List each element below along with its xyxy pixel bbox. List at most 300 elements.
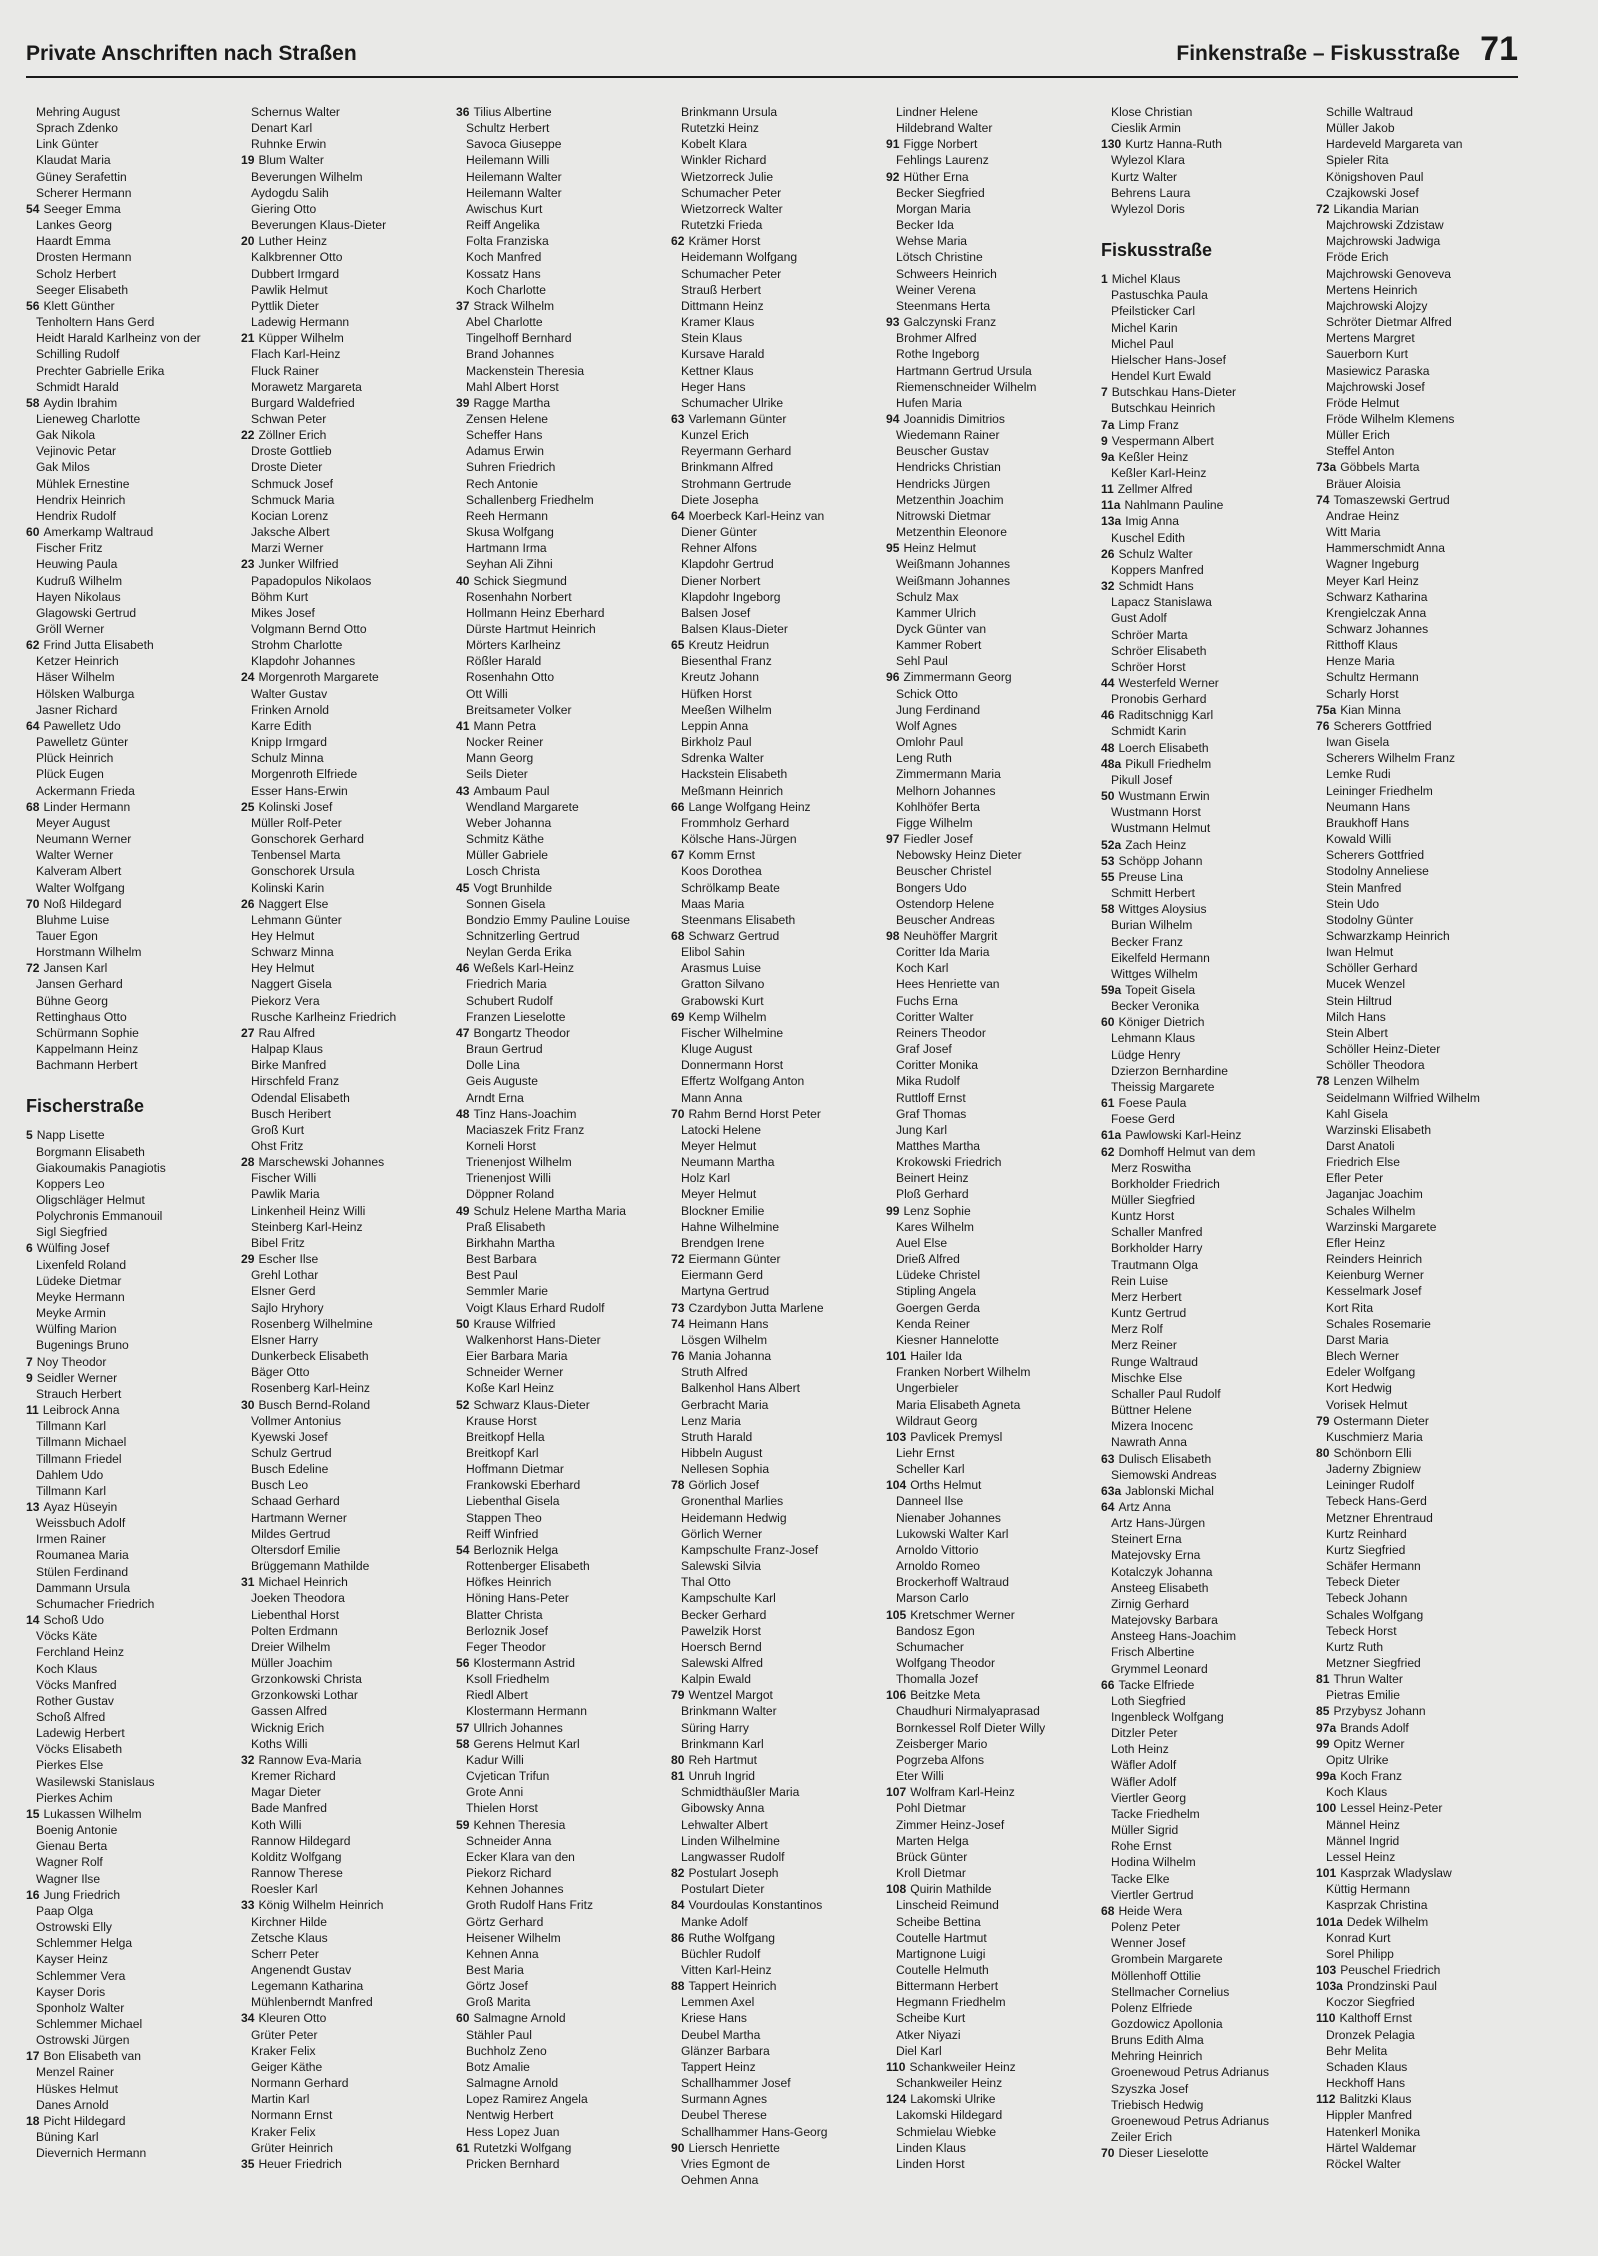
resident-name: Schaller Paul Rudolf <box>1111 1386 1221 1401</box>
house-number: 50 <box>456 1316 470 1331</box>
directory-entry <box>241 330 456 346</box>
directory-entry <box>671 395 886 411</box>
resident-name: Königshoven Paul <box>1326 169 1424 184</box>
directory-entry <box>1316 1526 1531 1542</box>
resident-name: Riemenschneider Wilhelm <box>896 379 1037 394</box>
resident-name: Tenbensel Marta <box>251 848 341 863</box>
directory-entry <box>26 766 241 782</box>
directory-entry <box>1101 1806 1316 1822</box>
directory-entry <box>26 330 241 346</box>
directory-entry <box>886 669 1101 685</box>
directory-entry <box>1101 1483 1316 1499</box>
resident-name: Flach Karl-Heinz <box>251 347 341 362</box>
directory-entry <box>1316 1994 1531 2010</box>
resident-name: Liebenthal Gisela <box>466 1494 560 1509</box>
directory-entry <box>241 233 456 249</box>
resident-name: Ostrowski Elly <box>36 1920 112 1935</box>
resident-name: Wagner Ilse <box>36 1871 101 1886</box>
directory-entry <box>671 1768 886 1784</box>
resident-name: Reiff Winfried <box>466 1526 539 1541</box>
resident-name: Pohl Dietmar <box>896 1801 966 1816</box>
directory-entry <box>456 282 671 298</box>
resident-name: Lessel Heinz-Peter <box>1340 1801 1443 1816</box>
resident-name: Iwan Helmut <box>1326 945 1394 960</box>
house-number: 32 <box>241 1752 255 1767</box>
resident-name: Steffel Anton <box>1326 444 1395 459</box>
resident-name: Jung Friedrich <box>43 1887 121 1902</box>
resident-name: Kölsche Hans-Jürgen <box>681 832 797 847</box>
directory-entry <box>886 605 1101 621</box>
resident-name: Borgmann Elisabeth <box>36 1144 145 1159</box>
directory-entry <box>26 1725 241 1741</box>
resident-name: Kammer Ulrich <box>896 605 976 620</box>
directory-entry <box>1101 546 1316 562</box>
resident-name: Müller Erich <box>1326 428 1390 443</box>
directory-entry <box>1101 449 1316 465</box>
directory-entry <box>26 1499 241 1515</box>
resident-name: Schröer Marta <box>1111 627 1188 642</box>
resident-name: Majchrowski Jadwiga <box>1326 234 1441 249</box>
directory-entry <box>26 1903 241 1919</box>
directory-entry <box>26 1838 241 1854</box>
directory-entry <box>456 1009 671 1025</box>
resident-name: Ragge Martha <box>473 395 551 410</box>
house-number: 97 <box>886 832 900 847</box>
directory-entry <box>1101 433 1316 449</box>
directory-entry <box>671 476 886 492</box>
resident-name: Graf Thomas <box>896 1106 967 1121</box>
directory-entry <box>671 508 886 524</box>
directory-entry <box>241 1041 456 1057</box>
directory-entry <box>886 880 1101 896</box>
directory-entry <box>1316 1186 1531 1202</box>
house-number: 91 <box>886 137 900 152</box>
directory-entry <box>456 976 671 992</box>
resident-name: Pogrzeba Alfons <box>896 1752 985 1767</box>
resident-name: Zirnig Gerhard <box>1111 1596 1189 1611</box>
directory-entry <box>456 831 671 847</box>
resident-name: Drieß Alfred <box>896 1252 960 1267</box>
directory-entry <box>1101 1968 1316 1984</box>
resident-name: Bachmann Herbert <box>36 1058 138 1073</box>
resident-name: Neumann Hans <box>1326 799 1411 814</box>
resident-name: Beitzke Meta <box>910 1688 981 1703</box>
resident-name: Wenner Josef <box>1111 1936 1186 1951</box>
directory-entry <box>1101 1257 1316 1273</box>
resident-name: Brinkmann Walter <box>681 1704 777 1719</box>
resident-name: Giakoumakis Panagiotis <box>36 1160 166 1175</box>
directory-entry <box>1101 1127 1316 1143</box>
directory-entry <box>456 669 671 685</box>
directory-entry <box>26 976 241 992</box>
directory-entry <box>886 556 1101 572</box>
directory-entry <box>1101 869 1316 885</box>
directory-entry <box>886 1607 1101 1623</box>
directory-entry <box>886 1558 1101 1574</box>
resident-name: Kammer Robert <box>896 638 982 653</box>
directory-entry <box>26 1774 241 1790</box>
resident-name: Glänzer Barbara <box>681 2043 770 2058</box>
directory-entry <box>1316 476 1531 492</box>
directory-entry <box>26 847 241 863</box>
resident-name: Küpper Wilhelm <box>258 331 344 346</box>
directory-entry <box>26 1386 241 1402</box>
resident-name: Wittges Wilhelm <box>1111 966 1198 981</box>
house-number: 80 <box>671 1752 685 1767</box>
resident-name: Strack Wilhelm <box>473 298 555 313</box>
resident-name: Ungerbieler <box>896 1381 959 1396</box>
directory-entry <box>1101 1273 1316 1289</box>
directory-entry <box>456 1655 671 1671</box>
resident-name: Atker Niyazi <box>896 2027 961 2042</box>
directory-entry <box>886 1267 1101 1283</box>
resident-name: Dürste Hartmut Heinrich <box>466 622 596 636</box>
resident-name: Hollmann Heinz Eberhard <box>466 605 605 620</box>
resident-name: Kyewski Josef <box>251 1429 328 1444</box>
directory-entry <box>456 2107 671 2123</box>
directory-entry <box>671 976 886 992</box>
resident-name: Kares Wilhelm <box>896 1219 974 1234</box>
directory-entry <box>671 928 886 944</box>
directory-entry <box>241 1687 456 1703</box>
directory-entry <box>886 459 1101 475</box>
directory-entry <box>241 314 456 330</box>
resident-name: Groth Rudolf Hans Fritz <box>466 1898 594 1913</box>
directory-entry <box>241 395 456 411</box>
directory-entry <box>1316 1590 1531 1606</box>
resident-name: Weißmann Johannes <box>896 573 1011 588</box>
house-number: 60 <box>1101 1015 1115 1030</box>
directory-entry <box>241 2091 456 2107</box>
resident-name: Coutelle Helmuth <box>896 1962 989 1977</box>
directory-entry <box>1316 169 1531 185</box>
resident-name: Weber Johanna <box>466 815 552 830</box>
directory-entry <box>671 2156 886 2172</box>
directory-entry <box>241 2156 456 2172</box>
resident-name: Suhren Friedrich <box>466 460 556 475</box>
directory-columns <box>26 104 1536 2234</box>
resident-name: Häser Wilhelm <box>36 670 115 685</box>
resident-name: Görlich Josef <box>688 1478 760 1493</box>
directory-entry <box>671 637 886 653</box>
directory-entry <box>886 2091 1101 2107</box>
resident-name: Rutetzki Frieda <box>681 218 763 233</box>
resident-name: Kramer Klaus <box>681 315 755 330</box>
resident-name: Hirschfeld Franz <box>251 1074 340 1089</box>
directory-entry <box>241 152 456 168</box>
house-number: 11a <box>1101 498 1121 513</box>
resident-name: Naggert Else <box>258 896 329 911</box>
directory-entry <box>26 686 241 702</box>
resident-name: Kuschel Edith <box>1111 530 1185 545</box>
resident-name: Becker Gerhard <box>681 1607 767 1622</box>
resident-name: Kort Rita <box>1326 1300 1374 1315</box>
directory-entry <box>456 346 671 362</box>
resident-name: Darst Maria <box>1326 1332 1389 1347</box>
directory-entry <box>241 411 456 427</box>
resident-name: Wolfram Karl-Heinz <box>910 1785 1015 1800</box>
house-number: 13a <box>1101 514 1122 529</box>
directory-entry <box>886 217 1101 233</box>
directory-entry <box>26 2064 241 2080</box>
directory-entry <box>1101 152 1316 168</box>
resident-name: Wylezol Doris <box>1111 201 1185 216</box>
directory-entry <box>241 2124 456 2140</box>
resident-name: Postulart Joseph <box>688 1866 779 1881</box>
directory-entry <box>1316 233 1531 249</box>
directory-entry <box>241 734 456 750</box>
resident-name: Hayen Nikolaus <box>36 589 121 604</box>
resident-name: Mertens Heinrich <box>1326 282 1418 297</box>
resident-name: Becker Franz <box>1111 934 1183 949</box>
resident-name: Kunzel Erich <box>681 428 749 443</box>
directory-entry <box>241 1720 456 1736</box>
resident-name: Schultz Herbert <box>466 121 550 136</box>
resident-name: Lüdeke Dietmar <box>36 1273 122 1288</box>
directory-entry <box>1316 1671 1531 1687</box>
directory-entry <box>886 1736 1101 1752</box>
directory-entry <box>1316 1073 1531 1089</box>
resident-name: Dreier Wilhelm <box>251 1639 331 1654</box>
resident-name: Tillmann Karl <box>36 1419 107 1434</box>
directory-entry <box>886 2075 1101 2091</box>
resident-name: Gienau Berta <box>36 1839 108 1854</box>
directory-entry <box>886 1897 1101 1913</box>
resident-name: Büchler Rudolf <box>681 1946 761 1961</box>
house-number: 112 <box>1316 2092 1336 2107</box>
resident-name: Klostermann Hermann <box>466 1704 587 1719</box>
street-heading: Fischerstraße <box>26 1096 145 1117</box>
directory-entry <box>886 863 1101 879</box>
resident-name: Schulz Walter <box>1118 546 1193 561</box>
directory-entry <box>26 1467 241 1483</box>
resident-name: Behr Melita <box>1326 2043 1388 2058</box>
resident-name: Polenz Peter <box>1111 1920 1181 1935</box>
directory-entry <box>456 330 671 346</box>
resident-name: Rannow Hildegard <box>251 1833 351 1848</box>
resident-name: Liersch Henriette <box>688 2140 780 2155</box>
directory-entry <box>241 1477 456 1493</box>
directory-entry <box>671 1332 886 1348</box>
resident-name: Schulz Max <box>896 589 959 604</box>
resident-name: Matejovsky Erna <box>1111 1548 1201 1563</box>
directory-entry <box>1101 1144 1316 1160</box>
resident-name: Stein Albert <box>1326 1025 1388 1040</box>
resident-name: Best Paul <box>466 1268 518 1283</box>
resident-name: Hees Henriette van <box>896 977 1000 992</box>
directory-entry <box>1101 820 1316 836</box>
directory-entry <box>241 1461 456 1477</box>
resident-name: Tebeck Horst <box>1326 1623 1397 1638</box>
resident-name: Groenewoud Petrus Adrianus <box>1111 2065 1269 2080</box>
resident-name: Grote Anni <box>466 1785 524 1800</box>
directory-entry <box>671 1413 886 1429</box>
resident-name: Diener Norbert <box>681 573 761 588</box>
directory-entry <box>26 573 241 589</box>
page-number: 71 <box>1480 30 1518 68</box>
resident-name: Gak Milos <box>36 460 90 475</box>
house-number: 58 <box>1101 902 1115 917</box>
resident-name: Kraker Felix <box>251 2124 316 2139</box>
resident-name: Hoersch Bernd <box>681 1639 762 1654</box>
resident-name: Sauerborn Kurt <box>1326 347 1409 362</box>
directory-entry <box>671 944 886 960</box>
resident-name: Ingenbleck Wolfgang <box>1111 1710 1224 1724</box>
directory-entry <box>1316 1623 1531 1639</box>
resident-name: Görtz Josef <box>466 1979 528 1994</box>
house-number: 63a <box>1101 1483 1122 1498</box>
resident-name: Kampschulte Franz-Josef <box>681 1542 819 1557</box>
directory-entry <box>671 1106 886 1122</box>
resident-name: Fröde Helmut <box>1326 395 1400 410</box>
resident-name: Birke Manfred <box>251 1058 327 1073</box>
resident-name: Vries Egmont de <box>681 2156 770 2171</box>
resident-name: Manke Adolf <box>681 1914 748 1929</box>
house-number: 61a <box>1101 1128 1122 1143</box>
resident-name: Artz Anna <box>1118 1499 1171 1514</box>
directory-entry <box>456 1461 671 1477</box>
resident-name: Maciaszek Fritz Franz <box>466 1122 585 1137</box>
resident-name: Hielscher Hans-Josef <box>1111 352 1226 367</box>
resident-name: Hüskes Helmut <box>36 2081 118 2096</box>
resident-name: Zetsche Klaus <box>251 1930 328 1945</box>
resident-name: Breitsameter Volker <box>466 702 572 717</box>
resident-name: Kremer Richard <box>251 1769 336 1784</box>
directory-entry <box>1316 443 1531 459</box>
directory-entry <box>671 1041 886 1057</box>
directory-entry <box>1316 2027 1531 2043</box>
directory-entry <box>886 1687 1101 1703</box>
house-number: 46 <box>456 961 470 976</box>
resident-name: Merz Herbert <box>1111 1289 1182 1304</box>
directory-entry <box>886 1138 1101 1154</box>
resident-name: Seeger Elisabeth <box>36 282 129 297</box>
resident-name: Coritter Monika <box>896 1058 978 1073</box>
directory-entry <box>1101 1644 1316 1660</box>
house-number: 48a <box>1101 756 1122 771</box>
directory-entry <box>241 508 456 524</box>
resident-name: Noy Theodor <box>36 1354 107 1369</box>
resident-name: Kraker Felix <box>251 2043 316 2058</box>
resident-name: Foese Gerd <box>1111 1112 1175 1127</box>
resident-name: Mika Rudolf <box>896 1074 960 1089</box>
directory-entry <box>886 734 1101 750</box>
resident-name: Krause Wilfried <box>473 1316 556 1331</box>
directory-entry <box>671 1607 886 1623</box>
directory-entry <box>1316 1251 1531 1267</box>
directory-entry <box>1316 152 1531 168</box>
resident-name: Dammann Ursula <box>36 1580 131 1595</box>
resident-name: Dedek Wilhelm <box>1346 1914 1429 1929</box>
directory-entry <box>456 2075 671 2091</box>
resident-name: Elibol Sahin <box>681 945 745 960</box>
directory-entry <box>886 185 1101 201</box>
resident-name: Blum Walter <box>258 153 324 168</box>
house-number: 56 <box>456 1656 470 1670</box>
house-number: 72 <box>671 1252 685 1267</box>
resident-name: Denart Karl <box>251 121 313 136</box>
directory-entry <box>671 1235 886 1251</box>
house-number: 90 <box>671 2140 685 2155</box>
directory-entry <box>241 2059 456 2075</box>
resident-name: Hackstein Elisabeth <box>681 767 788 782</box>
resident-name: Kasprzak Wladyslaw <box>1340 1866 1452 1881</box>
house-number: 26 <box>1101 546 1115 561</box>
directory-entry <box>241 1170 456 1186</box>
directory-entry <box>26 1057 241 1073</box>
resident-name: Lüdge Henry <box>1111 1047 1181 1062</box>
resident-name: Thomalla Jozef <box>896 1672 979 1687</box>
directory-entry <box>26 1709 241 1725</box>
directory-entry <box>1316 912 1531 928</box>
resident-name: Burgard Waldefried <box>251 395 355 410</box>
resident-name: Kocian Lorenz <box>251 508 329 523</box>
house-number: 82 <box>671 1866 685 1881</box>
directory-entry <box>671 2027 886 2043</box>
resident-name: Kolditz Wolfgang <box>251 1849 342 1864</box>
resident-name: Moerbeck Karl-Heinz van <box>688 508 825 523</box>
resident-name: Ketzer Heinrich <box>36 654 119 669</box>
directory-entry <box>671 993 886 1009</box>
resident-name: Reinders Heinrich <box>1326 1252 1423 1267</box>
resident-name: Heilemann Walter <box>466 185 562 200</box>
directory-entry <box>241 605 456 621</box>
directory-entry <box>241 1736 456 1752</box>
directory-entry <box>886 1251 1101 1267</box>
resident-name: Härtel Waldemar <box>1326 2140 1417 2155</box>
directory-entry <box>671 1380 886 1396</box>
directory-entry <box>456 702 671 718</box>
directory-entry <box>1316 1897 1531 1913</box>
directory-entry <box>1316 1930 1531 1946</box>
house-number: 70 <box>1101 2146 1115 2161</box>
resident-name: Brohmer Alfred <box>896 331 977 346</box>
directory-entry <box>1316 314 1531 330</box>
directory-entry <box>26 1515 241 1531</box>
resident-name: Kappelmann Heinz <box>36 1042 139 1057</box>
directory-entry <box>456 1639 671 1655</box>
directory-entry <box>671 1639 886 1655</box>
directory-entry <box>26 2097 241 2113</box>
resident-name: Lüdeke Christel <box>896 1268 981 1283</box>
directory-entry <box>886 1057 1101 1073</box>
directory-entry <box>671 2172 886 2188</box>
directory-entry <box>1101 1854 1316 1870</box>
directory-entry <box>456 492 671 508</box>
directory-entry <box>1101 934 1316 950</box>
resident-name: Matthes Martha <box>896 1139 981 1153</box>
directory-entry <box>1101 1014 1316 1030</box>
house-number: 59 <box>456 1817 470 1832</box>
directory-entry <box>241 1251 456 1267</box>
directory-entry <box>241 476 456 492</box>
house-number: 1 <box>1101 272 1108 287</box>
resident-name: Esser Hans-Erwin <box>251 783 348 798</box>
resident-name: Dieser Lieselotte <box>1118 2146 1209 2161</box>
resident-name: Steinert Erna <box>1111 1532 1182 1547</box>
directory-entry <box>671 783 886 799</box>
resident-name: Schumacher Friedrich <box>36 1596 155 1611</box>
directory-entry <box>241 1897 456 1913</box>
resident-name: Matejovsky Barbara <box>1111 1613 1218 1628</box>
resident-name: Figge Norbert <box>903 137 978 152</box>
directory-entry <box>26 136 241 152</box>
house-number: 103 <box>886 1429 907 1444</box>
directory-entry <box>456 605 671 621</box>
house-number: 103 <box>1316 1962 1337 1977</box>
resident-name: Korneli Horst <box>466 1139 536 1153</box>
directory-entry <box>1316 1380 1531 1396</box>
